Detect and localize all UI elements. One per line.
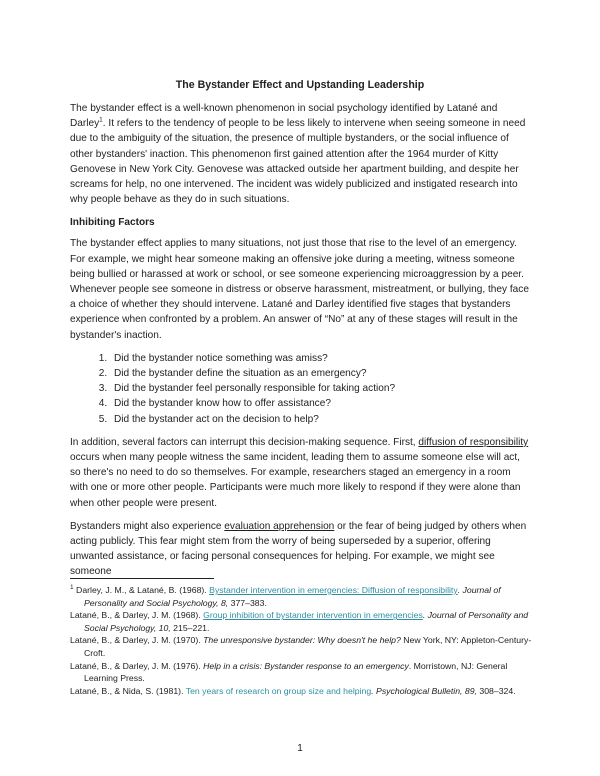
footnote-entry (70, 584, 532, 609)
diffusion-term: diffusion of responsibility (418, 436, 529, 448)
footnote-entry (70, 634, 532, 659)
document-title: The Bystander Effect and Upstanding Leadership (175, 79, 425, 91)
footnote-reference[interactable]: 1 (99, 116, 103, 124)
footnote-pages: 308–324. (476, 685, 516, 696)
footnote-authors: Darley, J. M., & Latané, B. (1968). (73, 585, 210, 595)
footnote-journal: . Journal of Personality and Social Psychology, 8, (84, 585, 501, 608)
diffusion-text-after: occurs when many people witness the same incident, leading them to assume someone else will act, so there's no need to do so themselves. For example, researchers staged an emergency in a room with one or more other people. Participants were much more likely to respond if they were alone than when other people were present. (70, 452, 521, 509)
footnote-pages: . Morristown, NJ: General Learning Press. (84, 660, 508, 684)
footnote-entry (70, 685, 532, 698)
footnote-authors: Latané, B., & Nida, S. (1981). (70, 685, 186, 696)
footnote-pages: 215–221. (170, 622, 210, 633)
stages-list (70, 351, 530, 427)
diffusion-text-before: In addition, several factors can interrupt this decision-making sequence. First, (70, 436, 419, 448)
footnotes (70, 584, 532, 697)
footnote-journal: . Psychological Bulletin, 89, (371, 685, 477, 696)
page-number: 1 (297, 743, 303, 754)
footnote-journal: . Journal of Personality and Social Psychology, 10, (84, 610, 529, 633)
intro-paragraph (70, 101, 530, 207)
evaluation-text-before: Bystanders might also experience (70, 520, 225, 532)
evaluation-text-after: or the fear of being judged by others when acting publicly. This fear might stem from the worry of being superseded by a superior, offering unwanted assistance, or facing personal consequences for helping. For example, we might see someone (70, 520, 527, 578)
footnote-authors: Latané, B., & Darley, J. M. (1968). (70, 610, 204, 621)
footnote-entry (70, 609, 532, 634)
intro-text: The bystander effect is a well-known phenomenon in social psychology identified by Latané and Darley (70, 103, 498, 130)
list-item: 2. Did the bystander define the situation as an emergency? (110, 366, 530, 381)
list-item: 5. Did the bystander act on the decision to help? (110, 412, 530, 427)
footnote-link[interactable]: Bystander intervention in emergencies: Diffusion of responsibility (209, 585, 458, 595)
footnote-pages: 377–383. (228, 597, 267, 608)
list-item: 3. Did the bystander feel personally responsible for taking action? (110, 381, 530, 396)
footnote-journal: Help in a crisis: Bystander response to an emergency (203, 660, 409, 671)
diffusion-paragraph (70, 435, 530, 511)
list-item: 1. Did the bystander notice something was amiss? (110, 351, 530, 366)
intro-text-continued: . It refers to the tendency of people to be less likely to intervene when seeing someone in need due to the ambiguity of the situation, the presence of multiple bystanders, or the social influence of other bystanders' inaction. This phenomenon first gained attention after the 1964 murder of Kitty Genovese in New York City. Genovese was attacked outside her apartment building, and despite her screams for help, no one intervened. The incident was widely publicized and instigated research into why people behave as they do in such situations. (70, 118, 526, 206)
section-paragraph: The bystander effect applies to many situations, not just those that rise to the level of an emergency. For example, we might hear someone making an offensive joke during a meeting, witness someone being bullied or harassed at work or school, or see someone experiencing microaggression by a peer. Whenever people see someone in distress or observe harassment, mistreatment, or bullying, they face a choice of whether they should intervene. Latané and Darley identified five stages that bystanders experience when confronted by a problem. An answer of “No” at any of these stages will result in the bystander's inaction. (70, 238, 529, 341)
footnote-link[interactable]: Group inhibition of bystander intervention in emergencies (203, 610, 423, 621)
list-item: 4. Did the bystander know how to offer assistance? (110, 396, 530, 411)
section-heading: Inhibiting Factors (70, 217, 155, 229)
evaluation-paragraph (70, 519, 530, 580)
evaluation-term: evaluation apprehension (224, 520, 335, 532)
footnote-mark: 1 (70, 584, 74, 592)
footnote-journal: The unresponsive bystander: Why doesn't he help? (203, 635, 401, 646)
footnote-authors: Latané, B., & Darley, J. M. (1976). (70, 660, 204, 671)
footnote-authors: Latané, B., & Darley, J. M. (1970). (70, 635, 204, 646)
footnote-entry (70, 660, 532, 685)
footnote-divider (70, 578, 214, 579)
footnote-pages: New York, NY: Appleton-Century-Croft. (84, 635, 532, 658)
footnote-link[interactable]: Ten years of research on group size and helping (185, 685, 372, 696)
